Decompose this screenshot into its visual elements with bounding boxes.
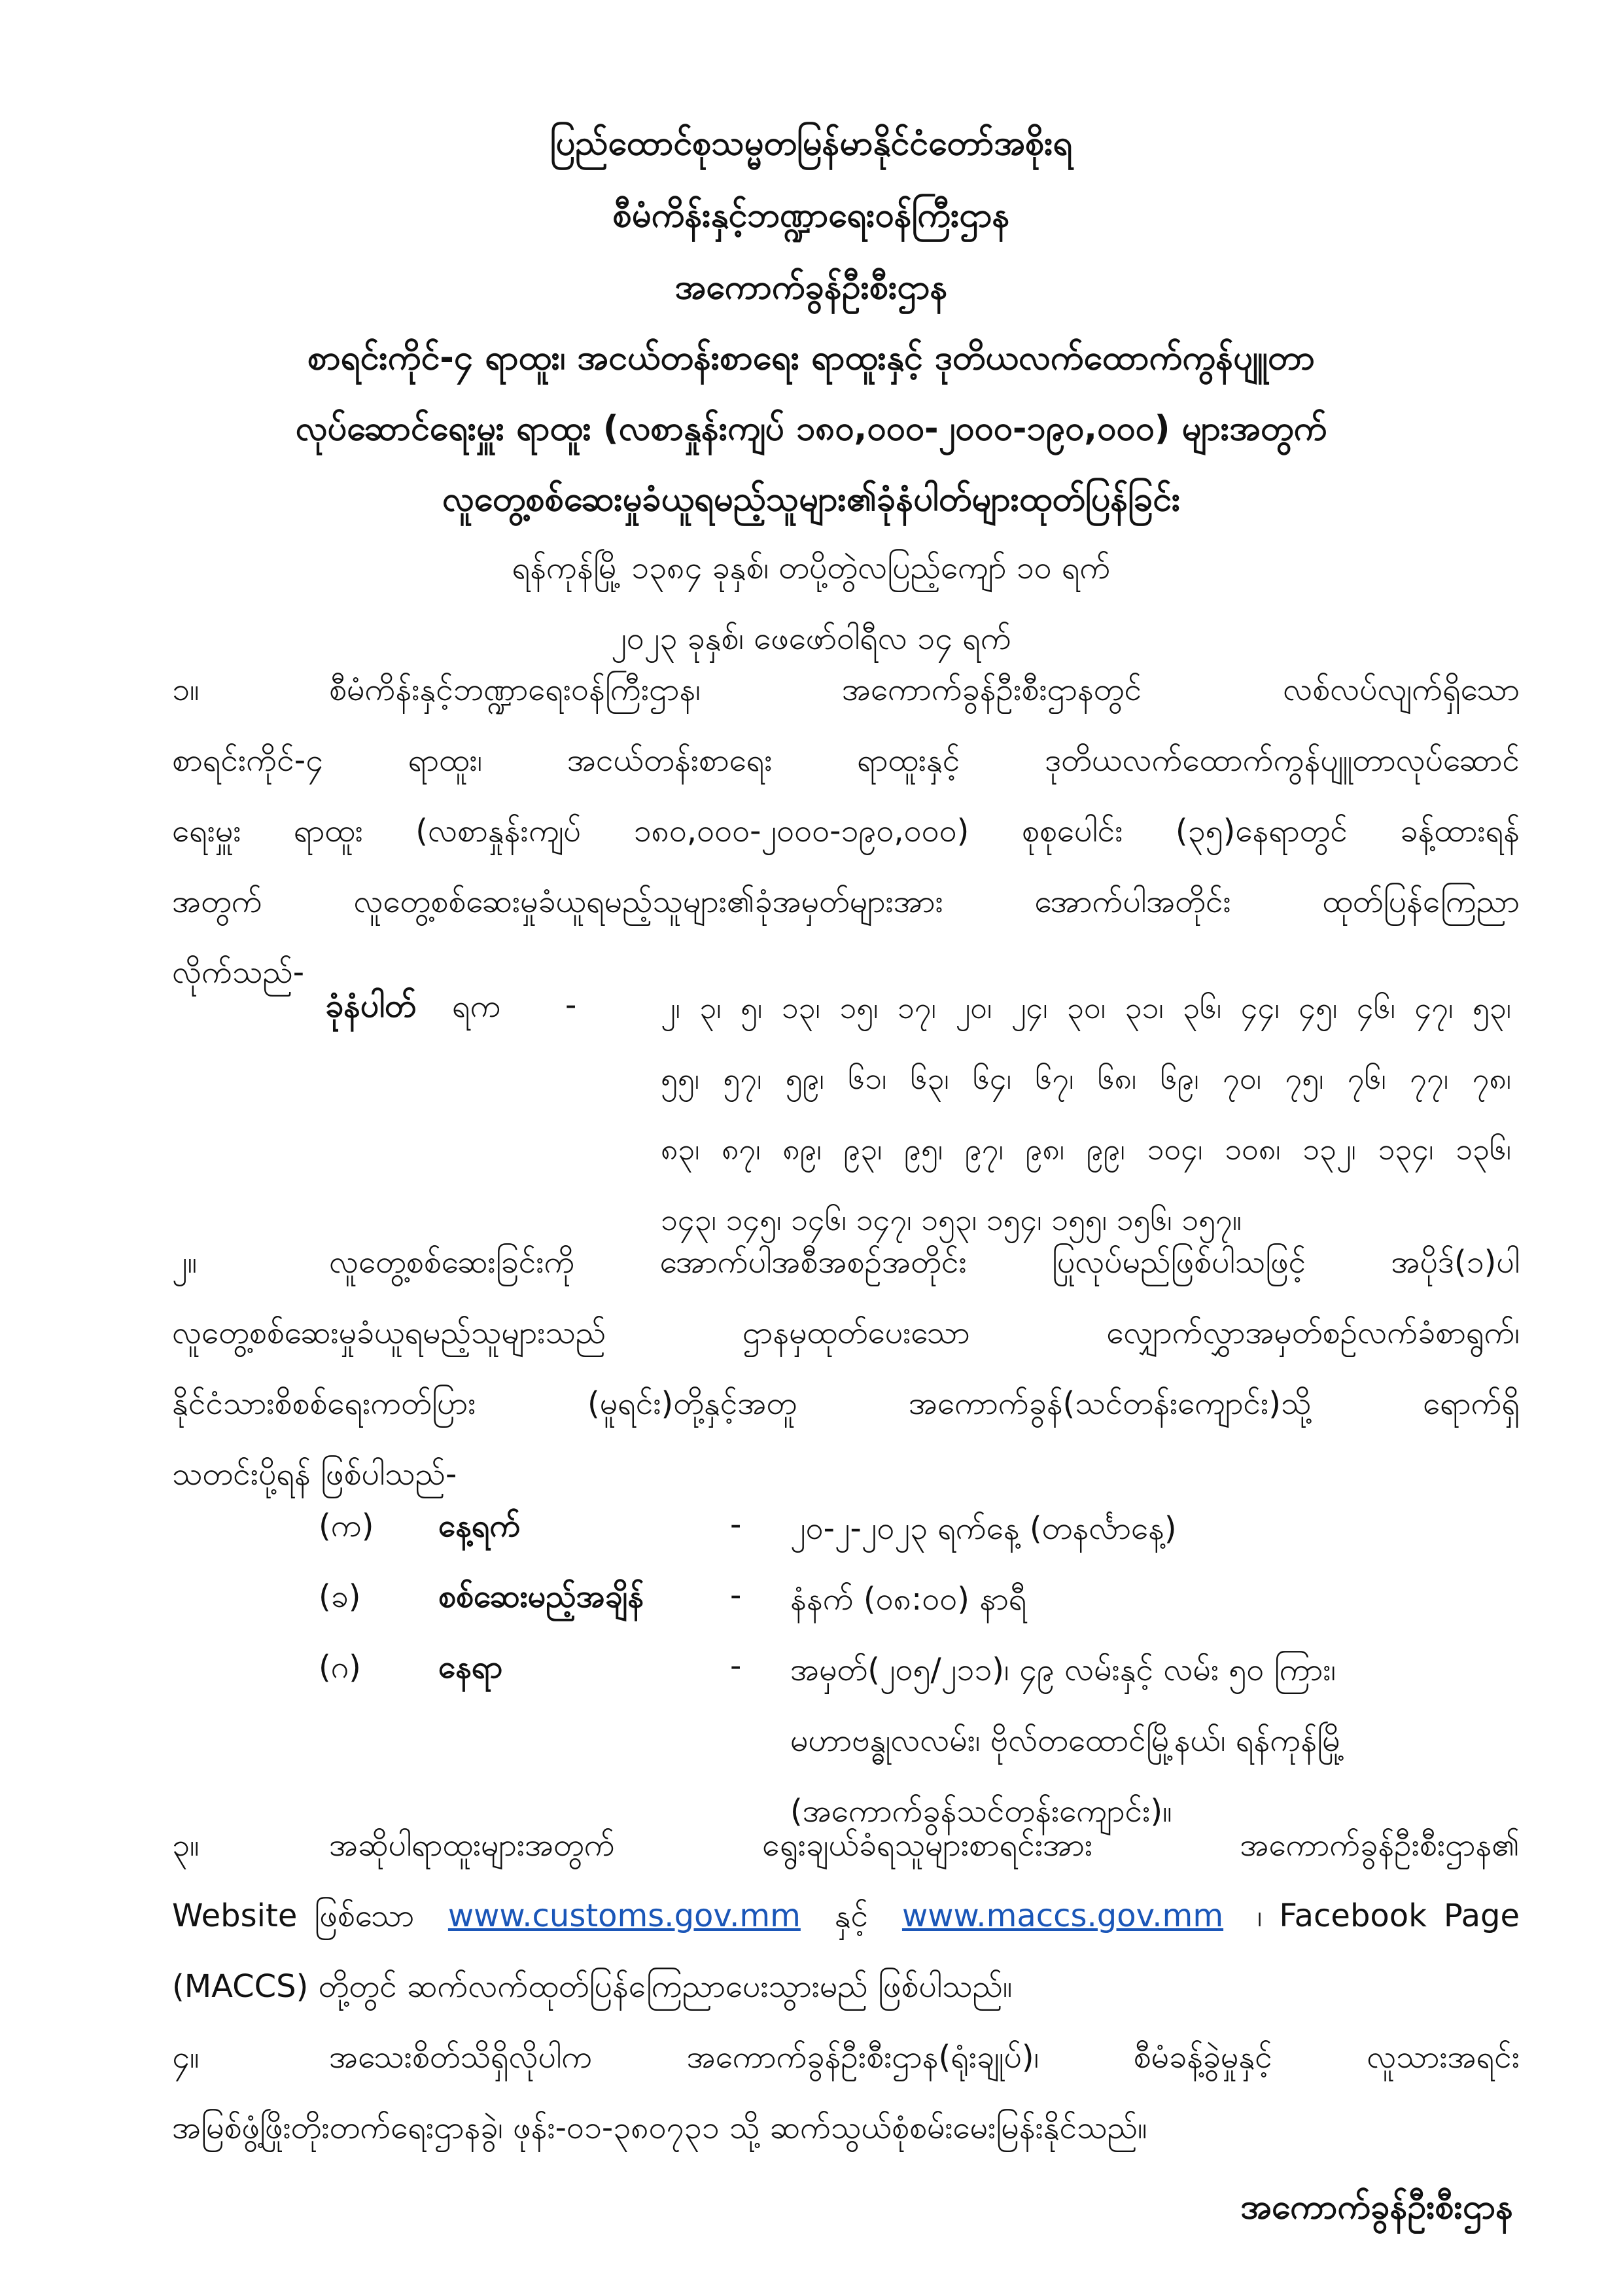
- schedule-value-line: (အကောက်ခွန်သင်တန်းကျောင်း)။: [790, 1793, 1172, 1829]
- signature-department: အကောက်ခွန်ဦးစီးဌာန: [1240, 2187, 1513, 2227]
- paragraph-text: Website ဖြစ်သော: [172, 1898, 415, 1934]
- date-myanmar-calendar: ရန်ကုန်မြို့ ၁၃၈၄ ခုနှစ်၊ တပို့တွဲလပြည့်ကျော် ၁၀ ရက်: [512, 550, 1111, 586]
- paragraph-text: ရေးမှူး ရာထူး (လစာနှုန်းကျပ် ၁၈၀,၀၀၀-၂၀၀၀-၁၉၀,၀၀၀) စုစုပေါင်း (၃၅)နေရာတွင် ခန့်ထားရန်: [172, 813, 1520, 849]
- seat-number-label: ခုံနံပါတ်: [325, 987, 417, 1025]
- paragraph-text: စာရင်းကိုင်-၄ ရာထူး၊ အငယ်တန်းစာရေး ရာထူးနှင့် ဒုတိယလက်ထောက်ကွန်ပျူတာလုပ်ဆောင်: [172, 742, 1520, 779]
- paragraph-1: [172, 654, 1520, 1008]
- paragraph-text: ၊ Facebook Page: [1257, 1898, 1520, 1934]
- seat-number-row: ၂၊ ၃၊ ၅၊ ၁၃၊ ၁၅၊ ၁၇၊ ၂၀၊ ၂၄၊ ၃၀၊ ၃၁၊ ၃၆၊ ၄၄၊ ၄၅၊ ၄၆၊ ၄၇၊ ၅၃၊: [661, 990, 1511, 1025]
- paragraph-text: အမြစ်ဖွံ့ဖြိုးတိုးတက်ရေးဌာနခွဲ၊ ဖုန်း-၀၁-၃၈၀၇၃၁ သို့ ဆက်သွယ်စုံစမ်းမေးမြန်းနိုင်သည်။: [172, 2110, 1147, 2146]
- schedule-value-line: အမှတ်(၂၀၅/၂၁၁)၊ ၄၉ လမ်းနှင့် လမ်း ၅၀ ကြား၊: [790, 1651, 1336, 1688]
- paragraph-text: (MACCS) တို့တွင် ဆက်လက်ထုတ်ပြန်ကြေညာပေးသွားမည် ဖြစ်ပါသည်။: [172, 1968, 1013, 2005]
- schedule-value-line: ၂၀-၂-၂၀၂၃ ရက်နေ့ (တနင်္လာနေ့): [790, 1510, 1177, 1547]
- seat-number-row: ၁၄၃၊ ၁၄၅၊ ၁၄၆၊ ၁၄၇၊ ၁၅၃၊ ၁၅၄၊ ၁၅၅၊ ၁၅၆၊ ၁၅၇။: [661, 1202, 1242, 1237]
- seat-number-row: ၈၃၊ ၈၇၊ ၈၉၊ ၉၃၊ ၉၅၊ ၉၇၊ ၉၈၊ ၉၉၊ ၁၀၄၊ ၁၀၈၊ ၁၃၂၊ ၁၃၄၊ ၁၃၆၊: [661, 1131, 1511, 1167]
- schedule-time-label: စစ်ဆေးမည့်အချိန်: [438, 1578, 644, 1615]
- paragraph-text: နှင့်: [834, 1898, 869, 1934]
- schedule-value-line: နံနက် (၀၈:၀၀) နာရီ: [790, 1581, 1027, 1617]
- paragraph-2: [172, 1227, 1520, 1510]
- schedule-place-label: နေရာ: [438, 1649, 503, 1686]
- header-title-line1: စာရင်းကိုင်-၄ ရာထူး၊ အငယ်တန်းစာရေး ရာထူးနှင့် ဒုတိယလက်ထောက်ကွန်ပျူတာ: [307, 338, 1315, 378]
- paragraph-text: လူတွေ့စစ်ဆေးခြင်းကို အောက်ပါအစီအစဉ်အတိုင်း ပြုလုပ်မည်ဖြစ်ပါသဖြင့် အပိုဒ်(၁)ပါ: [329, 1244, 1520, 1280]
- schedule-letter: (က): [319, 1508, 374, 1544]
- paragraph-number: ၁။: [172, 671, 200, 708]
- paragraph-text: အသေးစိတ်သိရှိလိုပါက အကောက်ခွန်ဦးစီးဌာန(ရုံးချုပ်)၊ စီမံခန့်ခွဲမှုနှင့် လူသားအရင်း: [329, 2039, 1520, 2075]
- date-gregorian: ၂၀၂၃ ခုနှစ်၊ ဖေဖော်ဝါရီလ ၁၄ ရက်: [611, 620, 1011, 657]
- paragraph-3: [172, 1810, 1520, 2022]
- paragraph-4: [172, 2022, 1520, 2163]
- header-title-line3: လူတွေ့စစ်ဆေးမှုခံယူရမည့်သူများ၏ခုံနံပါတ်များထုတ်ပြန်ခြင်း: [442, 480, 1181, 519]
- paragraph-number: ၃။: [172, 1827, 200, 1863]
- seat-number-list: [661, 972, 1511, 1255]
- header-government: ပြည်ထောင်စုသမ္မတမြန်မာနိုင်ငံတော်အစိုးရ: [550, 124, 1073, 163]
- schedule-dash: -: [730, 1577, 742, 1614]
- seat-number-prefix: ရက: [452, 988, 501, 1025]
- schedule-dash: -: [730, 1648, 742, 1684]
- paragraph-text: လူတွေ့စစ်ဆေးမှုခံယူရမည့်သူများသည် ဌာနမှထုတ်ပေးသော လျှောက်လွှာအမှတ်စဉ်လက်ခံစာရွက်၊: [172, 1315, 1520, 1351]
- header-title-line2: လုပ်ဆောင်ရေးမှူး ရာထူး (လစာနှုန်းကျပ် ၁၈၀,၀၀၀-၂၀၀၀-၁၉၀,၀၀၀) များအတွက်: [295, 409, 1327, 448]
- paragraph-number: ၂။: [172, 1244, 198, 1280]
- header-department: အကောက်ခွန်ဦးစီးဌာန: [674, 268, 948, 307]
- paragraph-text: လိုက်သည်-: [172, 954, 305, 991]
- paragraph-text: အဆိုပါရာထူးများအတွက် ရွေးချယ်ခံရသူများစာရင်းအား အကောက်ခွန်ဦးစီးဌာန၏: [329, 1827, 1520, 1863]
- paragraph-text: အတွက် လူတွေ့စစ်ဆေးမှုခံယူရမည့်သူများ၏ခုံအမှတ်များအား အောက်ပါအတိုင်း ထုတ်ပြန်ကြေညာ: [172, 883, 1520, 920]
- schedule-letter: (ခ): [319, 1578, 361, 1615]
- schedule-date-value: [790, 1493, 1516, 1564]
- schedule-date-label: နေ့ရက်: [438, 1508, 521, 1544]
- header-ministry: စီမံကိန်းနှင့်ဘဏ္ဍာရေးဝန်ကြီးဌာန: [612, 196, 1010, 235]
- seat-number-row: ၅၅၊ ၅၇၊ ၅၉၊ ၆၁၊ ၆၃၊ ၆၄၊ ၆၇၊ ၆၈၊ ၆၉၊ ၇၀၊ ၇၅၊ ၇၆၊ ၇၇၊ ၇၈၊: [661, 1061, 1511, 1096]
- paragraph-text: သတင်းပို့ရန် ဖြစ်ပါသည်-: [172, 1456, 457, 1492]
- schedule-value-line: မဟာဗန္ဓုလလမ်း၊ ဗိုလ်တထောင်မြို့နယ်၊ ရန်ကုန်မြို့: [790, 1722, 1345, 1759]
- schedule-dash: -: [730, 1506, 742, 1543]
- schedule-time-value: [790, 1564, 1516, 1634]
- paragraph-number: ၄။: [172, 2039, 200, 2075]
- maccs-website-link[interactable]: www.maccs.gov.mm: [901, 1898, 1224, 1934]
- paragraph-text: စီမံကိန်းနှင့်ဘဏ္ဍာရေးဝန်ကြီးဌာန၊ အကောက်ခွန်ဦးစီးဌာနတွင် လစ်လပ်လျက်ရှိသော: [329, 671, 1520, 708]
- schedule-letter: (ဂ): [319, 1649, 361, 1686]
- seat-number-dash: -: [565, 987, 577, 1023]
- paragraph-text: နိုင်ငံသားစိစစ်ရေးကတ်ပြား (မူရင်း)တို့နှင့်အတူ အကောက်ခွန်(သင်တန်းကျောင်း)သို့ ရောက်ရှိ: [172, 1385, 1520, 1422]
- customs-website-link[interactable]: www.customs.gov.mm: [447, 1898, 801, 1934]
